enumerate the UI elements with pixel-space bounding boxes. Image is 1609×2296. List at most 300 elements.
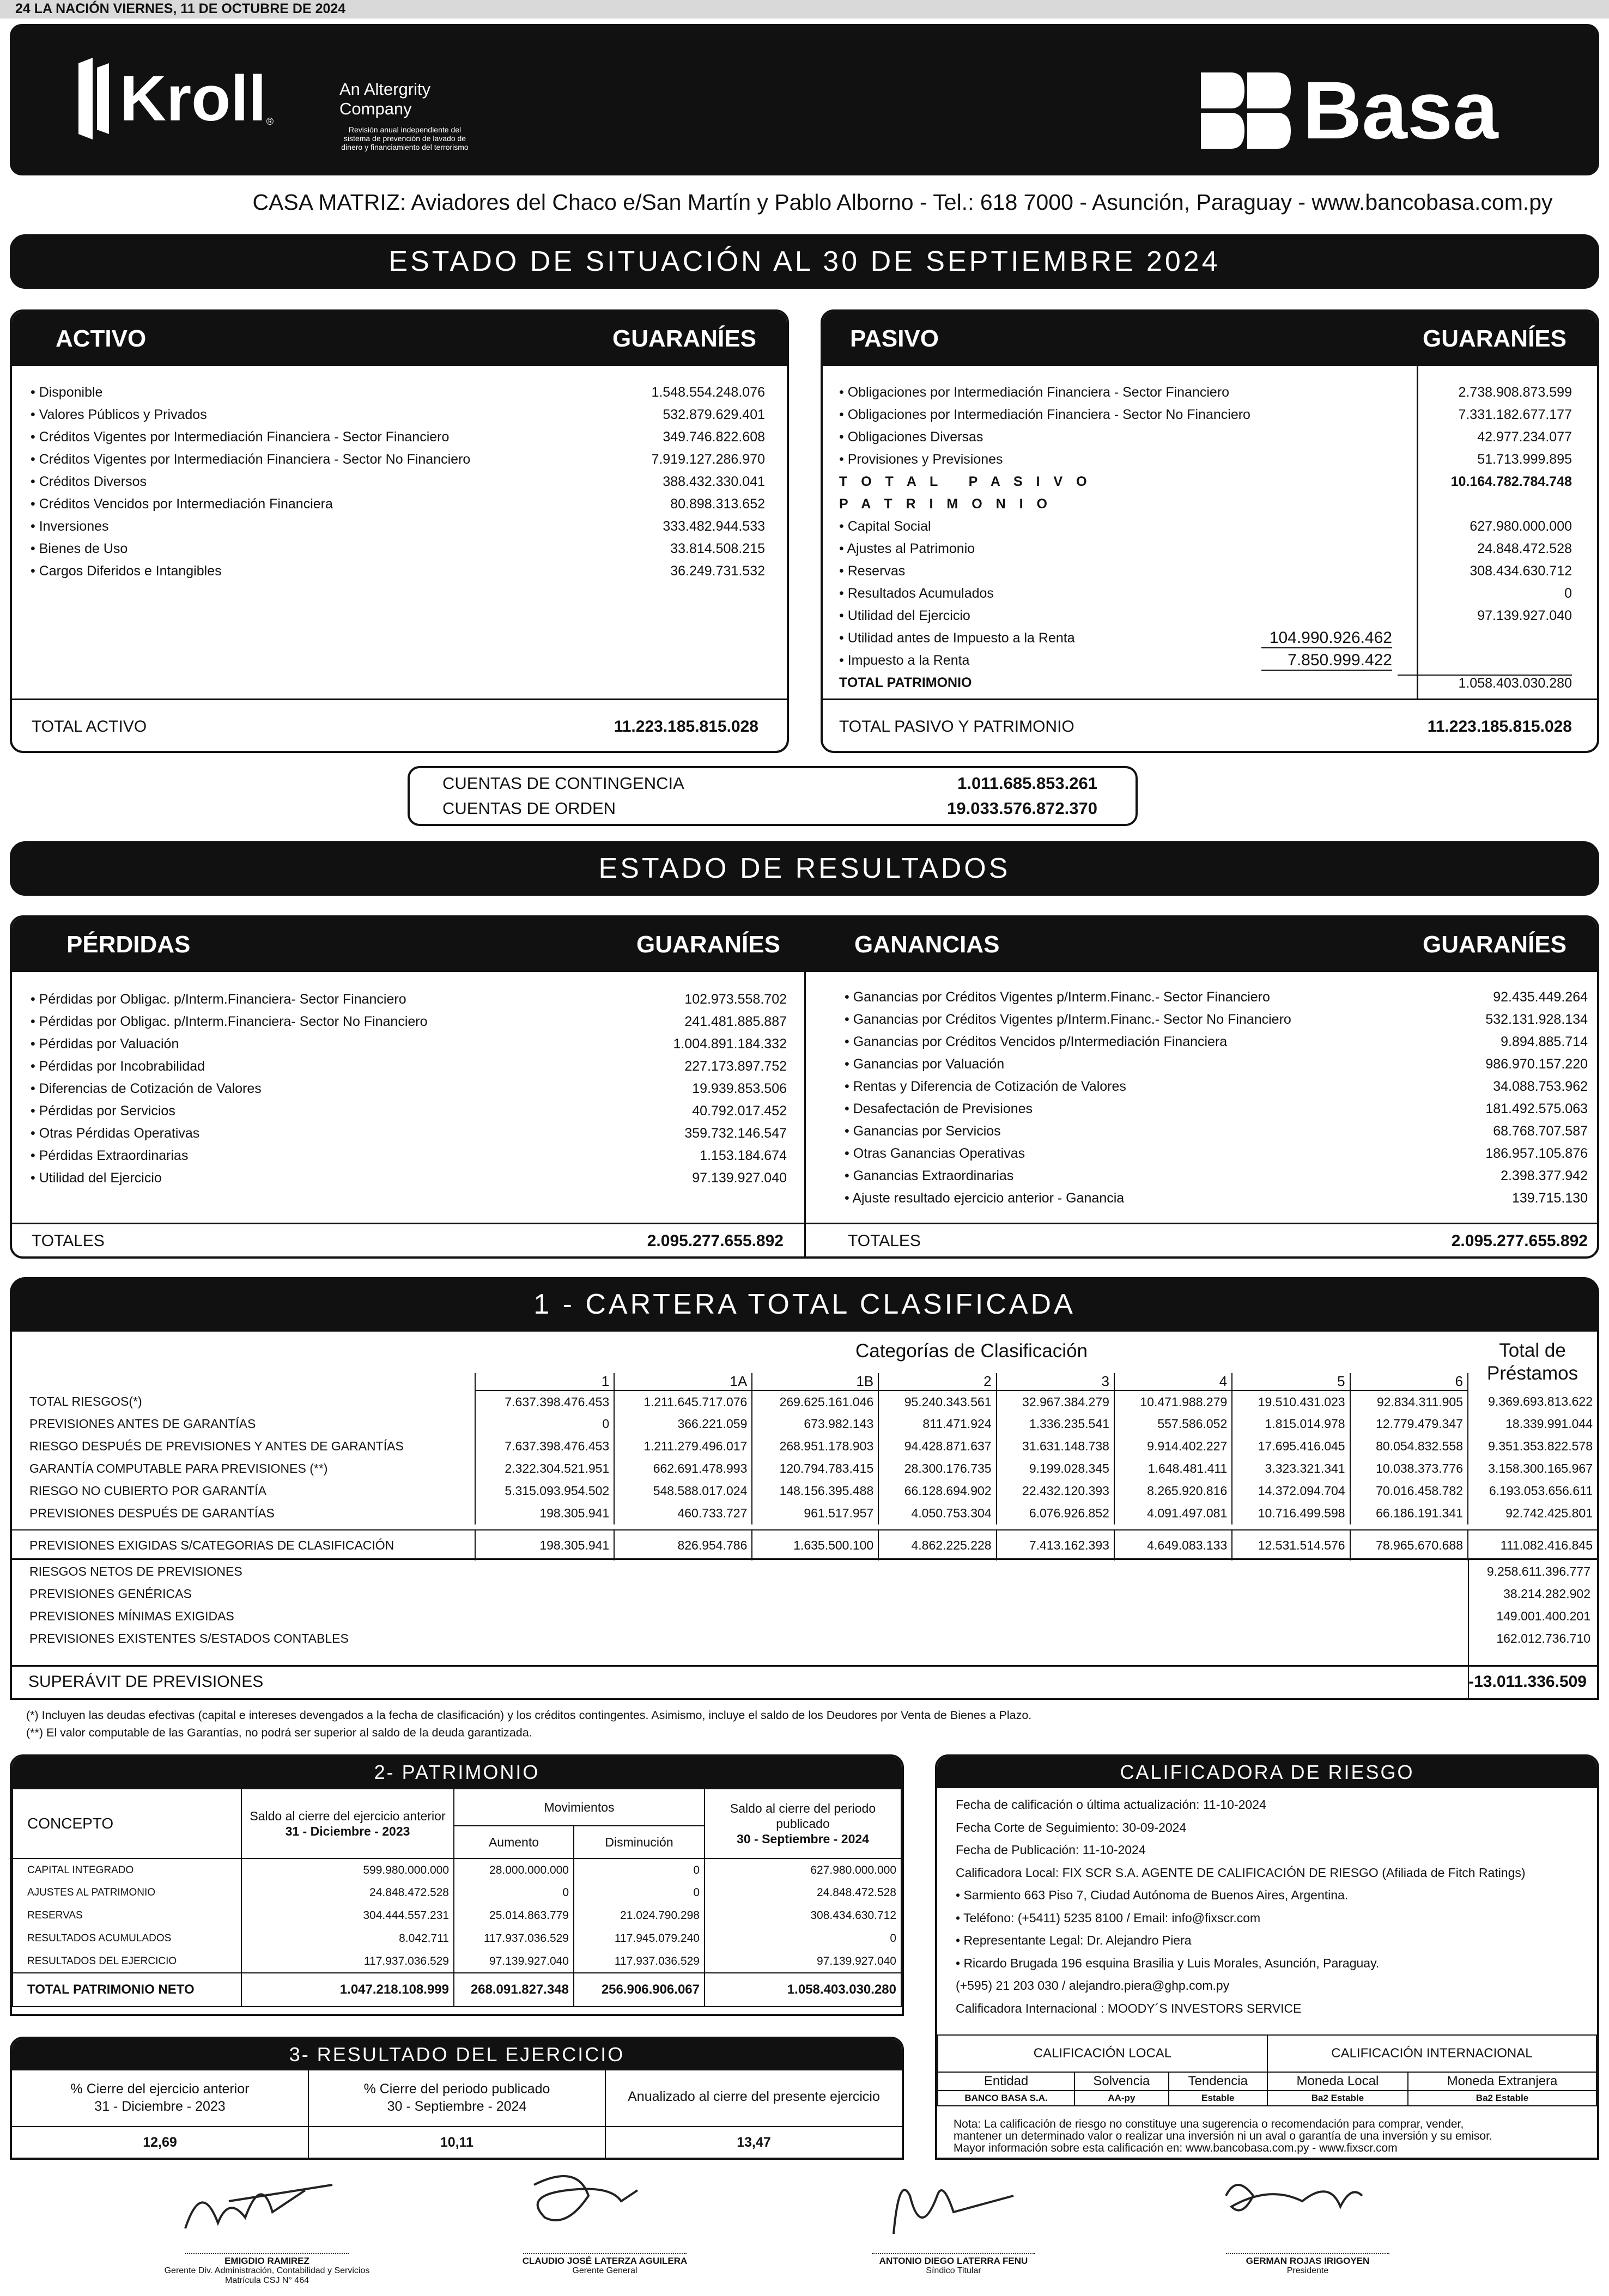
kroll-logo: Kroll ® — [75, 58, 274, 139]
signatures — [0, 2163, 1609, 2296]
ganancias-row-value: 9.894.885.714 — [1501, 1034, 1588, 1049]
exigidas-cell: 78.965.670.688 — [1350, 1530, 1468, 1560]
signer-role: Presidente — [1286, 2266, 1329, 2275]
patrimonio-row-label: • Capital Social — [839, 519, 1398, 534]
cartera-row-label: TOTAL RIESGOS(*) — [12, 1390, 475, 1413]
activo-row — [31, 515, 765, 538]
patrimonio-row — [839, 605, 1572, 627]
perdidas-row — [31, 988, 787, 1011]
cartera-cell: 1.336.235.541 — [997, 1413, 1114, 1435]
altergrity-text: An Altergrity Company — [339, 80, 431, 118]
ganancias-row-label: • Ganancias por Créditos Vigentes p/Interm.Financ.- Sector No Financiero — [845, 1012, 1485, 1028]
calificadora-line: • Ricardo Brugada 196 esquina Brasilia y Luis Morales, Asunción, Paraguay. — [956, 1955, 1380, 1970]
cartera-cell: 1.211.279.496.017 — [614, 1435, 752, 1457]
calificadora-line: Calificadora Internacional : MOODY´S INVESTORS SERVICE — [956, 2001, 1302, 2015]
calificacion-value: Ba2 Estable — [1408, 2091, 1596, 2106]
activo-row-value: 532.879.629.401 — [663, 407, 765, 422]
calificacion-head: Moneda Local — [1267, 2072, 1408, 2091]
perdidas-row-value: 227.173.897.752 — [684, 1059, 787, 1074]
calificacion-value: AA-py — [1074, 2091, 1169, 2106]
cartera-cell: 4.091.497.081 — [1114, 1502, 1232, 1524]
cartera-summary-row: PREVISIONES GENÉRICAS 38.214.282.902 — [29, 1587, 1590, 1601]
estado-situacion-banner: ESTADO DE SITUACIÓN AL 30 DE SEPTIEMBRE 2024 — [10, 234, 1599, 289]
cartera-total-cell: 6.193.053.656.611 — [1468, 1480, 1597, 1502]
signer-role: Gerente Div. Administración, Contabilidad y Servicios — [164, 2266, 370, 2275]
cartera-box — [10, 1332, 1599, 1700]
superavit-value: -13.011.336.509 — [1468, 1673, 1587, 1691]
patrimonio-row — [839, 515, 1572, 538]
cartera-cell: 7.637.398.476.453 — [475, 1435, 614, 1457]
calificadora-title: CALIFICADORA DE RIESGO — [937, 1757, 1597, 1788]
ganancias-row-value: 532.131.928.134 — [1485, 1012, 1588, 1027]
cartera-cell: 95.240.343.561 — [878, 1390, 996, 1413]
calificacion-table: CALIFICACIÓN LOCAL CALIFICACIÓN INTERNACIONAL Entidad Solvencia Tendencia Moneda Local Moneda Extranjera BANCO BASA S.A. AA-py Estable Ba2 Estable Ba2 Estable — [937, 2034, 1597, 2106]
cartera-cell: 10.471.988.279 — [1114, 1390, 1232, 1413]
perdidas-title: PÉRDIDAS — [66, 931, 191, 958]
cartera-cell: 120.794.783.415 — [752, 1457, 878, 1480]
calificadora-line: • Representante Legal: Dr. Alejandro Piera — [956, 1933, 1192, 1947]
signer-extra: Matrícula CSJ N° 464 — [224, 2276, 309, 2285]
patrimonio-row — [839, 538, 1572, 560]
ganancias-row-value: 68.768.707.587 — [1493, 1123, 1588, 1139]
cartera-row — [12, 1502, 1597, 1524]
category-col-header: 6 — [1350, 1373, 1468, 1390]
cuentas-box — [408, 766, 1138, 826]
exigidas-cell: 198.305.941 — [475, 1530, 614, 1560]
total-pasivo-patrimonio-label: TOTAL PASIVO Y PATRIMONIO — [839, 717, 1074, 736]
ganancias-row-label: • Ganancias por Servicios — [845, 1123, 1493, 1139]
ganancias-row-label: • Ganancias por Créditos Vigentes p/Interm.Financ.- Sector Financiero — [845, 989, 1493, 1005]
cartera-cell: 9.914.402.227 — [1114, 1435, 1232, 1457]
categorias-title: Categorías de Clasificación — [855, 1340, 1088, 1362]
exigidas-cell: 7.413.162.393 — [997, 1530, 1114, 1560]
address-line: CASA MATRIZ: Aviadores del Chaco e/San Martín y Pablo Alborno - Tel.: 618 7000 - Asunción, Paraguay - www.bancobasa.com.py — [252, 190, 1553, 215]
cartera-cell: 1.815.014.978 — [1232, 1413, 1350, 1435]
patrimonio-row-label: • Utilidad del Ejercicio — [839, 608, 1398, 624]
category-col-header: 1A — [614, 1373, 752, 1390]
exigidas-cell: 12.531.514.576 — [1232, 1530, 1350, 1560]
perdidas-row-label: • Otras Pérdidas Operativas — [31, 1126, 684, 1141]
cartera-cell: 460.733.727 — [614, 1502, 752, 1524]
activo-row — [31, 538, 765, 560]
pasivo-row — [839, 404, 1572, 426]
cartera-cell: 811.471.924 — [878, 1413, 996, 1435]
category-col-header: 1 — [475, 1373, 614, 1390]
ganancias-row-value: 139.715.130 — [1511, 1190, 1588, 1206]
ganancias-row — [845, 1031, 1588, 1053]
patrimonio-heading: P A T R I M O N I O — [839, 496, 1052, 512]
pasivo-title: PASIVO — [850, 325, 939, 352]
activo-row — [31, 381, 765, 404]
activo-row-value: 333.482.944.533 — [663, 519, 765, 534]
pasivo-row-label: • Obligaciones por Intermediación Financiera - Sector No Financiero — [839, 407, 1398, 423]
perdidas-row — [31, 1100, 787, 1122]
pasivo-row-value: 7.331.182.677.177 — [1458, 407, 1572, 422]
perdidas-row-value: 19.939.853.506 — [692, 1081, 787, 1096]
cartera-cell: 17.695.416.045 — [1232, 1435, 1350, 1457]
note-1: (*) Incluyen las deudas efectivas (capital e intereses devengados a la fecha de clasificación) y los créditos contingentes. Asimismo, incluye el saldo de los Deudores por Venta de Bienes a Plazo. — [26, 1709, 1032, 1722]
concepto-header: CONCEPTO — [13, 1789, 241, 1858]
activo-row-label: • Valores Públicos y Privados — [31, 407, 663, 423]
perdidas-row — [31, 1078, 787, 1100]
activo-row-label: • Créditos Vigentes por Intermediación Financiera - Sector No Financiero — [31, 452, 651, 467]
activo-row-value: 33.814.508.215 — [670, 541, 765, 556]
basa-logo: Basa — [1201, 63, 1498, 157]
calificadora-line: (+595) 21 203 030 / alejandro.piera@ghp.com.py — [956, 1978, 1230, 1993]
signature-block — [163, 2163, 371, 2286]
ganancias-currency: GUARANÍES — [1422, 931, 1567, 958]
ganancias-row-label: • Ganancias por Valuación — [845, 1056, 1485, 1072]
total-pasivo-row: T O T A L P A S I V O 10.164.782.784.748 — [839, 474, 1572, 489]
exigidas-cell: 4.862.225.228 — [878, 1530, 996, 1560]
cartera-cell: 12.779.479.347 — [1350, 1413, 1468, 1435]
perdidas-row-value: 1.153.184.674 — [700, 1148, 787, 1163]
perdidas-row-value: 97.139.927.040 — [692, 1170, 787, 1186]
pasivo-box — [821, 309, 1599, 753]
cartera-total-cell: 3.158.300.165.967 — [1468, 1457, 1597, 1480]
perdidas-row-value: 40.792.017.452 — [692, 1103, 787, 1119]
cartera-cell: 8.265.920.816 — [1114, 1480, 1232, 1502]
cartera-cell: 32.967.384.279 — [997, 1390, 1114, 1413]
calificadora-line: Fecha Corte de Seguimiento: 30-09-2024 — [956, 1820, 1187, 1835]
cartera-row-label: PREVISIONES ANTES DE GARANTÍAS — [12, 1413, 475, 1435]
calificacion-value: BANCO BASA S.A. — [938, 2091, 1074, 2106]
pasivo-row-label: • Obligaciones Diversas — [839, 429, 1398, 445]
signature-icon — [850, 2163, 1057, 2245]
perdidas-row-label: • Utilidad del Ejercicio — [31, 1170, 692, 1186]
perdidas-row — [31, 1145, 787, 1167]
patrimonio-row-value: 627.980.000.000 — [1470, 519, 1572, 534]
ganancias-row-value: 186.957.105.876 — [1485, 1146, 1588, 1161]
previsiones-exigidas-row: PREVISIONES EXIGIDAS S/CATEGORIAS DE CLASIFICACIÓN 198.305.941 826.954.786 1.635.500.100 4.862.225.228 7.413.162.393 4.649.083.133 12.531.514.576 78.965.670.688 111.082.416.845 — [12, 1530, 1597, 1560]
cartera-cell: 148.156.395.488 — [752, 1480, 878, 1502]
ganancias-row — [845, 1120, 1588, 1143]
perdidas-row-label: • Pérdidas por Valuación — [31, 1036, 673, 1052]
cartera-cell: 19.510.431.023 — [1232, 1390, 1350, 1413]
ganancias-row-label: • Ganancias Extraordinarias — [845, 1168, 1501, 1184]
ganancias-row — [845, 1187, 1588, 1210]
perdidas-row-value: 1.004.891.184.332 — [673, 1036, 787, 1052]
pasivo-row-label: • Provisiones y Previsiones — [839, 452, 1398, 467]
cuentas-contingencia-label: CUENTAS DE CONTINGENCIA — [442, 774, 684, 793]
total-activo-value: 11.223.185.815.028 — [614, 717, 758, 736]
ganancias-row-value: 986.970.157.220 — [1485, 1056, 1588, 1072]
activo-row-value: 388.432.330.041 — [663, 474, 765, 489]
cartera-cell: 14.372.094.704 — [1232, 1480, 1350, 1502]
ganancias-row — [845, 1009, 1588, 1031]
calificadora-line: Calificadora Local: FIX SCR S.A. AGENTE DE CALIFICACIÓN DE RIESGO (Afiliada de Fitch Ratings) — [956, 1865, 1526, 1880]
cartera-row — [12, 1480, 1597, 1502]
cartera-cell: 92.834.311.905 — [1350, 1390, 1468, 1413]
cuentas-orden-label: CUENTAS DE ORDEN — [442, 799, 616, 818]
cartera-row-label: GARANTÍA COMPUTABLE PARA PREVISIONES (**) — [12, 1457, 475, 1480]
cartera-cell: 3.323.321.341 — [1232, 1457, 1350, 1480]
calificadora-nota: Nota: La calificación de riesgo no constituye una sugerencia o recomendación para comprar, vender, — [954, 2118, 1464, 2130]
patrimonio-box — [10, 1754, 904, 2016]
cartera-total-cell: 9.351.353.822.578 — [1468, 1435, 1597, 1457]
activo-box — [10, 309, 789, 753]
perdidas-total-value: 2.095.277.655.892 — [647, 1232, 784, 1250]
activo-row — [31, 471, 765, 493]
activo-row-value: 36.249.731.532 — [670, 563, 765, 579]
ganancias-total-label: TOTALES — [848, 1232, 921, 1250]
activo-row-label: • Créditos Vigentes por Intermediación Financiera - Sector Financiero — [31, 429, 663, 445]
calificacion-value: Estable — [1169, 2091, 1267, 2106]
kroll-mark-icon — [75, 58, 113, 139]
perdidas-row-label: • Pérdidas por Obligac. p/Interm.Financiera- Sector Financiero — [31, 992, 684, 1007]
cartera-row-label: PREVISIONES DESPUÉS DE GARANTÍAS — [12, 1502, 475, 1524]
cartera-cell: 198.305.941 — [475, 1502, 614, 1524]
perdidas-row — [31, 1011, 787, 1033]
signer-role: Gerente General — [572, 2266, 637, 2275]
total-pasivo-patrimonio-value: 11.223.185.815.028 — [1427, 717, 1572, 736]
cuentas-orden-value: 19.033.576.872.370 — [947, 799, 1097, 818]
cartera-cell: 1.211.645.717.076 — [614, 1390, 752, 1413]
category-col-header: 2 — [878, 1373, 996, 1390]
patrimonio-row — [839, 560, 1572, 582]
activo-row-value: 7.919.127.286.970 — [651, 452, 765, 467]
cartera-summary-row: PREVISIONES EXISTENTES S/ESTADOS CONTABLES 162.012.736.710 — [29, 1631, 1590, 1645]
signature-block — [501, 2163, 708, 2276]
cartera-header-row — [12, 1373, 1597, 1390]
patrimonio-row-value: 308.434.630.712 — [1470, 563, 1572, 579]
patrimonio-row: RESERVAS 304.444.557.231 25.014.863.779 21.024.790.298 308.434.630.712 — [13, 1904, 901, 1927]
note-2: (**) El valor computable de las Garantías, no podrá ser superior al saldo de la deuda garantizada. — [26, 1726, 532, 1739]
activo-row-value: 349.746.822.608 — [663, 429, 765, 445]
cartera-summary-row: PREVISIONES MÍNIMAS EXIGIDAS 149.001.400.201 — [29, 1609, 1590, 1623]
activo-row-label: • Inversiones — [31, 519, 663, 534]
calificadora-line: Fecha de Publicación: 11-10-2024 — [956, 1843, 1146, 1857]
calificadora-line: • Teléfono: (+5411) 5235 8100 / Email: info@fixscr.com — [956, 1910, 1261, 1925]
cartera-total-cell: 92.742.425.801 — [1468, 1502, 1597, 1524]
signature-block — [850, 2163, 1057, 2276]
cartera-cell: 10.716.499.598 — [1232, 1502, 1350, 1524]
perdidas-row — [31, 1055, 787, 1078]
perdidas-row-value: 359.732.146.547 — [684, 1126, 787, 1141]
activo-row — [31, 404, 765, 426]
activo-row — [31, 448, 765, 471]
ganancias-row-value: 2.398.377.942 — [1501, 1168, 1588, 1183]
exigidas-cell: 1.635.500.100 — [752, 1530, 878, 1560]
pasivo-row — [839, 381, 1572, 404]
pasivo-row-value: 42.977.234.077 — [1477, 429, 1572, 445]
resultado-v1: 12,69 — [12, 2127, 309, 2158]
calificacion-head: Tendencia — [1169, 2072, 1267, 2091]
cartera-table — [12, 1373, 1597, 1560]
cartera-total-cell: 9.369.693.813.622 — [1468, 1390, 1597, 1413]
perdidas-row — [31, 1167, 787, 1189]
pasivo-currency: GUARANÍES — [1422, 325, 1567, 352]
cartera-cell: 548.588.017.024 — [614, 1480, 752, 1502]
ganancias-title: GANANCIAS — [854, 931, 1000, 958]
cartera-cell: 9.199.028.345 — [997, 1457, 1114, 1480]
ganancias-row — [845, 1076, 1588, 1098]
ganancias-row-label: • Rentas y Diferencia de Cotización de Valores — [845, 1079, 1493, 1095]
ganancias-row-label: • Desafectación de Previsiones — [845, 1101, 1485, 1117]
patrimonio-table: CONCEPTO Saldo al cierre del ejercicio anterior 31 - Diciembre - 2023 Movimientos Saldo al cierre del periodo publicado 30 - Septiembre - 2024 Aumento Disminución CAPITAL INTEGRADO 599.980.000.000 28.000.000.000 0 627.980.000.000 AJUSTES AL PATRIMONIO 24.848.472.528 0 0 24.848.472.528 RESERVAS 304.444.557.231 25.014.863.779 21.024.790.298 308.434.630.712 RESULTADOS ACUMULADOS 8.042.711 117.937.036.529 117.945.079.240 0 RESULTADOS DEL EJERCICIO 117.937.036.529 97.139.927.040 117.937.036.529 97.139.927.040 TOTAL PATRIMONIO NETO 1.047.218.108.999 268.091.827.348 256.906.906.067 1.058.403.030.280 — [12, 1788, 902, 2007]
perdidas-currency: GUARANÍES — [636, 931, 780, 958]
cartera-cell: 28.300.176.735 — [878, 1457, 996, 1480]
patrimonio-row-value: 97.139.927.040 — [1477, 608, 1572, 623]
newspaper-header: 24 LA NACIÓN VIERNES, 11 DE OCTUBRE DE 2024 — [0, 0, 1609, 19]
activo-row — [31, 493, 765, 515]
cartera-cell: 662.691.478.993 — [614, 1457, 752, 1480]
patrimonio-row-label: • Resultados Acumulados — [839, 586, 1398, 602]
patrimonio-row: RESULTADOS ACUMULADOS 8.042.711 117.937.036.529 117.945.079.240 0 — [13, 1927, 901, 1950]
pasivo-row-value: 2.738.908.873.599 — [1458, 385, 1572, 400]
signer-name: ANTONIO DIEGO LATERRA FENU — [879, 2256, 1028, 2266]
category-col-header: 1B — [752, 1373, 878, 1390]
perdidas-row-value: 241.481.885.887 — [684, 1014, 787, 1029]
cartera-cell: 5.315.093.954.502 — [475, 1480, 614, 1502]
patrimonio-row: AJUSTES AL PATRIMONIO 24.848.472.528 0 0 24.848.472.528 — [13, 1881, 901, 1904]
perdidas-row — [31, 1033, 787, 1055]
perdidas-row-label: • Pérdidas Extraordinarias — [31, 1148, 700, 1164]
calificacion-value: Ba2 Estable — [1267, 2091, 1408, 2106]
signer-name: CLAUDIO JOSÉ LATERZA AGUILERA — [522, 2256, 688, 2266]
cartera-row — [12, 1413, 1597, 1435]
cartera-row — [12, 1390, 1597, 1413]
activo-row — [31, 560, 765, 582]
resultado-v2: 10,11 — [309, 2127, 606, 2158]
signer-name: GERMAN ROJAS IRIGOYEN — [1246, 2256, 1370, 2266]
patrimonio-row: RESULTADOS DEL EJERCICIO 117.937.036.529 97.139.927.040 117.937.036.529 97.139.927.040 — [13, 1950, 901, 1973]
ganancias-total-value: 2.095.277.655.892 — [1451, 1232, 1588, 1250]
cartera-cell: 7.637.398.476.453 — [475, 1390, 614, 1413]
patrimonio-total-row: TOTAL PATRIMONIO NETO 1.047.218.108.999 268.091.827.348 256.906.906.067 1.058.403.030.280 — [13, 1973, 901, 2007]
signer-name: EMIGDIO RAMIREZ — [224, 2256, 309, 2266]
patrimonio-row-label: • Reservas — [839, 563, 1398, 579]
patrimonio-title: 2- PATRIMONIO — [12, 1757, 902, 1788]
ganancias-row-label: • Otras Ganancias Operativas — [845, 1146, 1485, 1162]
cartera-cell: 268.951.178.903 — [752, 1435, 878, 1457]
ganancias-row-label: • Ganancias por Créditos Vencidos p/Intermediación Financiera — [845, 1034, 1501, 1050]
category-col-header: 4 — [1114, 1373, 1232, 1390]
ganancias-row — [845, 1143, 1588, 1165]
patrimonio-row: CAPITAL INTEGRADO 599.980.000.000 28.000.000.000 0 627.980.000.000 — [13, 1858, 901, 1881]
cartera-notes — [26, 1706, 1031, 1741]
cartera-cell: 2.322.304.521.951 — [475, 1457, 614, 1480]
ganancias-row-value: 92.435.449.264 — [1493, 989, 1588, 1005]
perdidas-row-label: • Pérdidas por Obligac. p/Interm.Financiera- Sector No Financiero — [31, 1014, 684, 1030]
ganancias-row — [845, 986, 1588, 1009]
patrimonio-row — [839, 582, 1572, 605]
perdidas-row-label: • Pérdidas por Incobrabilidad — [31, 1059, 684, 1074]
signer-role: Síndico Titular — [926, 2266, 981, 2275]
patrimonio-row-value: 24.848.472.528 — [1477, 541, 1572, 556]
cartera-cell: 1.648.481.411 — [1114, 1457, 1232, 1480]
cuentas-contingencia-value: 1.011.685.853.261 — [957, 774, 1097, 793]
activo-row-label: • Cargos Diferidos e Intangibles — [31, 563, 670, 579]
cartera-cell: 961.517.957 — [752, 1502, 878, 1524]
calificacion-head: Entidad — [938, 2072, 1074, 2091]
cartera-row-label: RIESGO NO CUBIERTO POR GARANTÍA — [12, 1480, 475, 1502]
ganancias-row-label: • Ajuste resultado ejercicio anterior - Ganancia — [845, 1190, 1512, 1206]
estado-resultados-banner: ESTADO DE RESULTADOS — [10, 841, 1599, 896]
cartera-summary-row: RIESGOS NETOS DE PREVISIONES 9.258.611.396.777 — [29, 1564, 1590, 1578]
activo-row — [31, 426, 765, 448]
patrimonio-row-label: • Ajustes al Patrimonio — [839, 541, 1398, 557]
pasivo-row — [839, 426, 1572, 448]
patrimonio-row-value: 0 — [1564, 586, 1572, 601]
cartera-total-cell: 18.339.991.044 — [1468, 1413, 1597, 1435]
cartera-row-label: RIESGO DESPUÉS DE PREVISIONES Y ANTES DE GARANTÍAS — [12, 1435, 475, 1457]
activo-row-label: • Créditos Diversos — [31, 474, 663, 490]
perdidas-row-label: • Diferencias de Cotización de Valores — [31, 1081, 692, 1097]
basa-mark-icon — [1201, 72, 1291, 149]
ganancias-row — [845, 1165, 1588, 1187]
resultados-box — [10, 915, 1599, 1259]
activo-row-label: • Créditos Vencidos por Intermediación Financiera — [31, 496, 670, 512]
ganancias-row — [845, 1098, 1588, 1120]
exigidas-cell: 4.649.083.133 — [1114, 1530, 1232, 1560]
calificacion-head: Solvencia — [1074, 2072, 1169, 2091]
cartera-cell: 6.076.926.852 — [997, 1502, 1114, 1524]
impuesto-row: • Impuesto a la Renta 7.850.999.422 — [839, 649, 1572, 672]
pasivo-row — [839, 448, 1572, 471]
calificadora-line: • Sarmiento 663 Piso 7, Ciudad Autónoma de Buenos Aires, Argentina. — [956, 1888, 1349, 1902]
activo-row-value: 80.898.313.652 — [670, 496, 765, 512]
exigidas-cell: 826.954.786 — [614, 1530, 752, 1560]
signature-icon — [163, 2163, 371, 2245]
resultado-title: 3- RESULTADO DEL EJERCICIO — [12, 2039, 902, 2070]
ganancias-row-value: 34.088.753.962 — [1493, 1079, 1588, 1094]
pasivo-row-value: 51.713.999.895 — [1477, 452, 1572, 467]
signature-block — [1204, 2163, 1411, 2276]
perdidas-row — [31, 1122, 787, 1145]
cartera-cell: 269.625.161.046 — [752, 1390, 878, 1413]
cartera-cell: 31.631.148.738 — [997, 1435, 1114, 1457]
category-col-header: 5 — [1232, 1373, 1350, 1390]
cartera-cell: 10.038.373.776 — [1350, 1457, 1468, 1480]
page-header — [10, 24, 1599, 175]
cartera-cell: 66.186.191.341 — [1350, 1502, 1468, 1524]
superavit-label: SUPERÁVIT DE PREVISIONES — [28, 1673, 264, 1691]
cartera-cell: 4.050.753.304 — [878, 1502, 996, 1524]
altergrity-subtext: Revisión anual independiente del sistema de prevención de lavado de dinero y financiamiento del terrorismo — [341, 125, 469, 151]
calificadora-line: Fecha de calificación o última actualización: 11-10-2024 — [956, 1797, 1266, 1812]
signature-icon — [1204, 2163, 1411, 2245]
cartera-cell: 366.221.059 — [614, 1413, 752, 1435]
perdidas-row-value: 102.973.558.702 — [684, 992, 787, 1007]
activo-title: ACTIVO — [56, 325, 147, 352]
cartera-row — [12, 1457, 1597, 1480]
cartera-cell: 94.428.871.637 — [878, 1435, 996, 1457]
category-col-header: 3 — [997, 1373, 1114, 1390]
cartera-cell: 557.586.052 — [1114, 1413, 1232, 1435]
activo-row-label: • Disponible — [31, 385, 651, 400]
activo-row-value: 1.548.554.248.076 — [651, 385, 765, 400]
resultado-box: 3- RESULTADO DEL EJERCICIO % Cierre del ejercicio anterior 31 - Diciembre - 2023 % Cierre del periodo publicado 30 - Septiembre - 2024 Anualizado al cierre del presente ejercicio 12,69 10,11 13,47 — [10, 2037, 904, 2160]
cartera-row — [12, 1435, 1597, 1457]
total-activo-label: TOTAL ACTIVO — [32, 717, 147, 736]
calificacion-head: Moneda Extranjera — [1408, 2072, 1596, 2091]
perdidas-row-label: • Pérdidas por Servicios — [31, 1103, 692, 1119]
perdidas-total-label: TOTALES — [32, 1232, 105, 1250]
total-patrimonio-row: TOTAL PATRIMONIO 1.058.403.030.280 — [839, 675, 1572, 691]
cartera-cell: 673.982.143 — [752, 1413, 878, 1435]
utilidad-antes-row: • Utilidad antes de Impuesto a la Renta 104.990.926.462 — [839, 627, 1572, 649]
cartera-cell: 66.128.694.902 — [878, 1480, 996, 1502]
cartera-banner: 1 - CARTERA TOTAL CLASIFICADA — [10, 1277, 1599, 1332]
ganancias-row — [845, 1053, 1588, 1076]
ganancias-row-value: 181.492.575.063 — [1485, 1101, 1588, 1116]
total-prestamos-title: Total de Préstamos — [1486, 1340, 1578, 1384]
resultado-v3: 13,47 — [737, 2135, 771, 2150]
activo-row-label: • Bienes de Uso — [31, 541, 670, 557]
activo-currency: GUARANÍES — [612, 325, 756, 352]
cartera-cell: 70.016.458.782 — [1350, 1480, 1468, 1502]
